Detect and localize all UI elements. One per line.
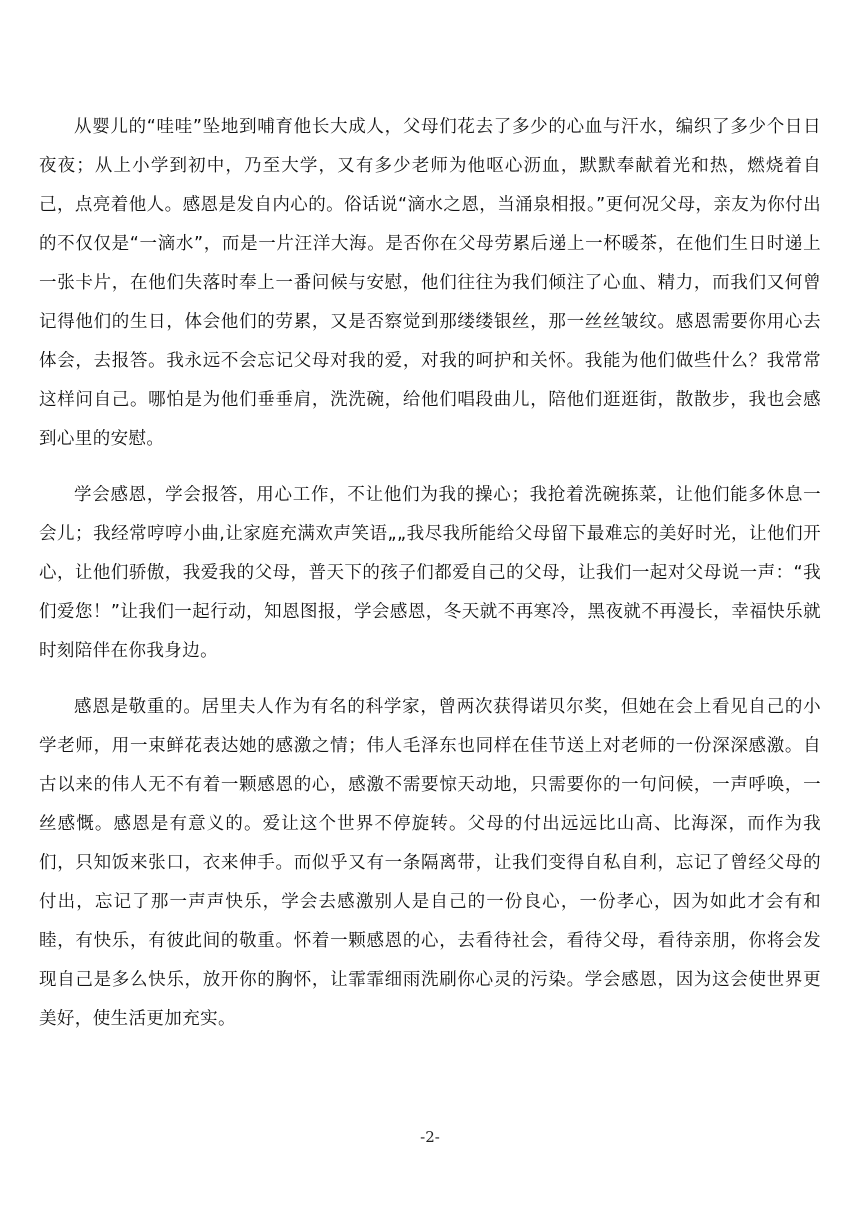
document-body <box>39 108 821 1039</box>
paragraph-2: 学会感恩，学会报答，用心工作，不让他们为我的操心；我抢着洗碗拣菜，让他们能多休息一会儿；我经常哼哼小曲,让家庭充满欢声笑语„„我尽我所能给父母留下最难忘的美好时光，让他们开心，让他们骄傲，我爱我的父母，普天下的孩子们都爱自己的父母，让我们一起对父母说一声：“我们爱您！”让我们一起行动，知恩图报，学会感恩，冬天就不再寒冷，黑夜就不再漫长，幸福快乐就时刻陪伴在你我身边。 <box>39 485 821 661</box>
paragraph-1: 从婴儿的“哇哇”坠地到哺育他长大成人，父母们花去了多少的心血与汗水，编织了多少个日日夜夜；从上小学到初中，乃至大学，又有多少老师为他呕心沥血，默默奉献着光和热，燃烧着自己，点亮着他人。感恩是发自内心的。俗话说“滴水之恩，当涌泉相报。”更何况父母，亲友为你付出的不仅仅是“一滴水”，而是一片汪洋大海。是否你在父母劳累后递上一杯暖茶，在他们生日时递上一张卡片，在他们失落时奉上一番问候与安慰，他们往往为我们倾注了心血、精力，而我们又何曾记得他们的生日，体会他们的劳累，又是否察觉到那缕缕银丝，那一丝丝皱纹。感恩需要你用心去体会，去报答。我永远不会忘记父母对我的爱，对我的呵护和关怀。我能为他们做些什么？我常常这样问自己。哪怕是为他们垂垂肩，洗洗碗，给他们唱段曲儿，陪他们逛逛街，散散步，我也会感到心里的安慰。 <box>39 117 821 449</box>
paragraph-3: 感恩是敬重的。居里夫人作为有名的科学家，曾两次获得诺贝尔奖，但她在会上看见自己的小学老师，用一束鲜花表达她的感激之情；伟人毛泽东也同样在佳节送上对老师的一份深深感激。自古以来的伟人无不有着一颗感恩的心，感激不需要惊天动地，只需要你的一句问候，一声呼唤，一丝感慨。感恩是有意义的。爱让这个世界不停旋转。父母的付出远远比山高、比海深，而作为我们，只知饭来张口，衣来伸手。而似乎又有一条隔离带，让我们变得自私自利，忘记了曾经父母的付出，忘记了那一声声快乐，学会去感激别人是自己的一份良心，一份孝心，因为如此才会有和睦，有快乐，有彼此间的敬重。怀着一颗感恩的心，去看待社会，看待父母，看待亲朋，你将会发现自己是多么快乐，放开你的胸怀，让霏霏细雨洗刷你心灵的污染。学会感恩，因为这会使世界更美好，使生活更加充实。 <box>39 697 821 1029</box>
page-number: -2- <box>420 1128 440 1146</box>
